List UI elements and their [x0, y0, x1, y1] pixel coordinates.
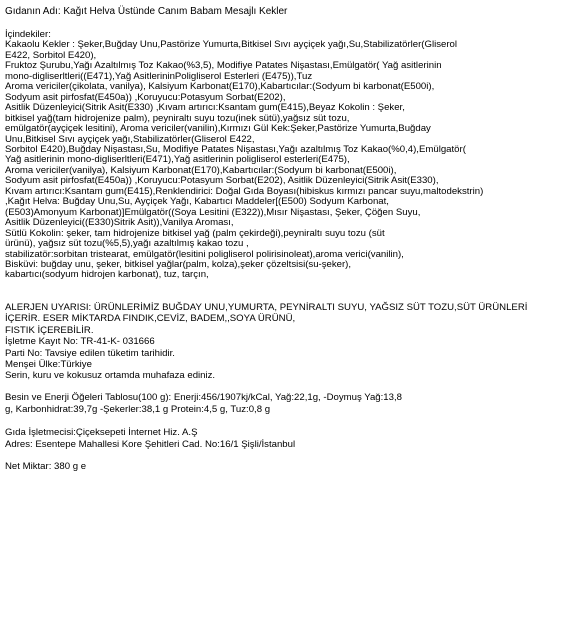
food-operator: Gıda İşletmecisi:Çiçeksepeti İnternet Hiz. A.Ş: [5, 426, 198, 438]
ingredients-list: [5, 40, 577, 280]
ingredients-line: stabilizatör:sorbitan tristearat, emülgatör(lesitini poligliserol polirisinoleat),aroma verici(vanilin),: [5, 248, 404, 260]
storage-instructions: Serin, kuru ve kokusuz ortamda muhafaza ediniz.: [5, 370, 216, 382]
ingredients-line: kabartıcı(sodyum hidrojen karbonat), tuz, tarçın,: [5, 269, 209, 281]
ingredients-line: emülgatör(ayçiçek lesitini), Aroma vericiler(vanilin),Kırmızı Gül Kek:Şeker,Pastörize Yumurta,Buğday: [5, 123, 431, 135]
origin-country: Menşei Ülke:Türkiye: [5, 358, 92, 370]
allergen-warning: [5, 302, 577, 336]
ingredients-line: (E503)Amonyum Karbonat)]Emülgatör((Soya Lesitini (E322)),Mısır Nişastası, Şeker, Çöğen Suyu,: [5, 206, 421, 218]
ingredients-line: Aroma vericiler(çikolata, vanilya), Kalsiyum Karbonat(E170),Kabartıcılar:(Sodyum bi karbonat(E500i),: [5, 81, 435, 93]
product-name: Gıdanın Adı: Kağıt Helva Üstünde Canım Babam Mesajlı Kekler: [5, 6, 288, 17]
nutrition-line: g, Karbonhidrat:39,7g -Şekerler:38,1 g Protein:4,5 g, Tuz:0,8 g: [5, 404, 271, 416]
ingredients-line: Asitlik Düzenleyici((E330)Sitrik Asit)),Vanilya Aroması,: [5, 217, 234, 229]
ingredients-line: Kakaolu Kekler : Şeker,Buğday Unu,Pastörize Yumurta,Bitkisel Sıvı ayçiçek yağı,Su,Stabilizatörler(Gliserol: [5, 39, 458, 51]
allergen-line: ALERJEN UYARISI: ÜRÜNLERİMİZ BUĞDAY UNU,YUMURTA, PEYNİRALTI SUYU, YAĞSIZ SÜT TOZU,SÜT ÜRÜNLERİ: [5, 301, 528, 313]
ingredients-line: Kıvam artırıcı:Ksantam gum(E415),Renklendirici: Doğal Gıda Boyası(hibiskus kırmızı pancar suyu,maltodekstrin): [5, 185, 484, 197]
ingredients-line: Yağ asitlerinin mono-digliserltleri(E471),Yağ asitlerinin poligliserol esterleri(E475),: [5, 154, 350, 166]
ingredients-line: ,Kağıt Helva: Buğday Unu,Su, Ayçiçek Yağı, Kabartıcı Maddeler[(E500) Sodyum Karbonat,: [5, 196, 389, 208]
nutrition-line: Besin ve Enerji Öğeleri Tablosu(100 g): Enerji:456/1907kj/kCal, Yağ:22,1g, -Doymuş Yağ:13,8: [5, 391, 402, 403]
ingredients-line: E422, Sorbitol E420),: [5, 49, 97, 61]
ingredients-line: mono-digliserltleri((E471),Yağ AsitlerininPoligliserol Esterleri (E475)),Tuz: [5, 70, 313, 82]
ingredients-heading: İçindekiler:: [5, 29, 51, 40]
ingredients-line: Unu,Bitkisel Sıvı ayçiçek yağı,Stabilizatörler(Gliserol E422,: [5, 133, 255, 145]
ingredients-line: ürünü), yağsız süt tozu(%5,5),yağı azaltılmış kakao tozu ,: [5, 238, 249, 250]
ingredients-line: Sütlü Kokolin: şeker, tam hidrojenize bitkisel yağ (palm çekirdeği),peyniraltı suyu tozu (süt: [5, 227, 385, 239]
operator-address: Adres: Esentepe Mahallesi Kore Şehitleri Cad. No:16/1 Şişli/İstanbul: [5, 438, 296, 450]
ingredients-line: Asitlik Düzenleyici(Sitrik Asit(E330) ,Kıvam artırıcı:Ksantam gum(E415),Beyaz Kokolin : Şeker,: [5, 102, 405, 114]
ingredients-line: bitkisel yağ(tam hidrojenize palm), peyniraltı suyu tozu(inek sütü),yağsız süt tozu,: [5, 112, 350, 124]
batch-number: Parti No: Tavsiye edilen tüketim tarihidir.: [5, 347, 175, 359]
ingredients-line: Sorbitol E420),Buğday Nişastası,Su, Modifiye Patates Nişastası,Yağı azaltılmış Toz Kakao(%0,4),Emülgatör(: [5, 143, 466, 155]
registration-number: İşletme Kayıt No: TR-41-K- 031666: [5, 336, 155, 348]
nutrition-facts: [5, 392, 577, 417]
label-document: [5, 6, 577, 474]
allergen-line: İÇERİR. ESER MİKTARDA FINDIK,CEVİZ, BADEM,,SOYA ÜRÜNÜ,: [5, 313, 296, 325]
ingredients-line: Aroma vericiler(vanilya), Kalsiyum Karbonat(E170),Kabartıcılar:(Sodyum bi karbonat(E500i),: [5, 164, 397, 176]
ingredients-line: Fruktoz Şurubu,Yağı Azaltılmış Toz Kakao(%3,5), Modifiye Patates Nişastası,Emülgatör( Yağ asitlerinin: [5, 60, 442, 72]
ingredients-line: Sodyum asit pirfosfat(E450a)) ,Koruyucu:Potasyum Sorbat(E202), Asitlik Düzenleyici(Sitrik Asit(E330),: [5, 175, 439, 187]
ingredients-line: Bisküvi: buğday unu, şeker, bitkisel yağlar(palm, kolza),şeker çözeltsisi(su-şeker),: [5, 258, 352, 270]
allergen-line: FISTIK İÇEREBİLİR.: [5, 324, 94, 336]
net-amount: Net Miktar: 380 g e: [5, 461, 87, 473]
ingredients-line: Sodyum asit pirfosfat(E450a)) ,Koruyucu:Potasyum Sorbat(E202),: [5, 91, 286, 103]
